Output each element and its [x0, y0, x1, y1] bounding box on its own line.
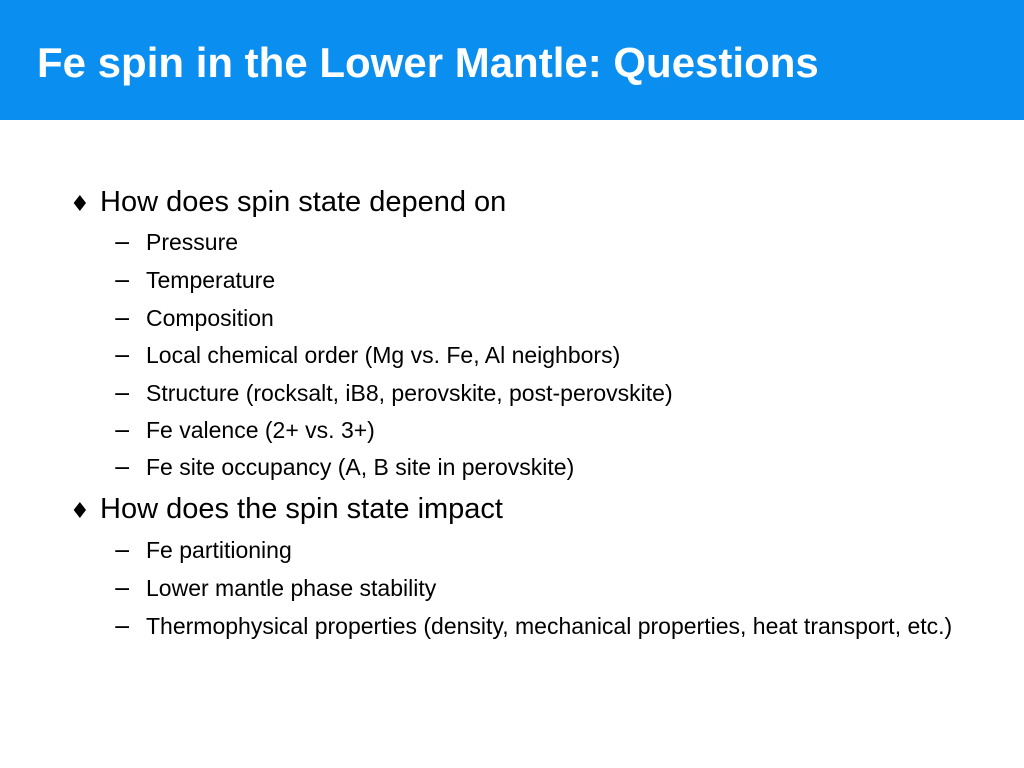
sub-bullet-item	[113, 265, 976, 296]
diamond-bullet-icon: ♦	[70, 499, 90, 524]
bullet-item	[70, 492, 503, 526]
sub-bullet-item	[113, 415, 976, 446]
sub-bullet-text: Lower mantle phase stability	[146, 575, 437, 601]
dash-bullet-icon: −	[113, 382, 132, 407]
sub-bullet-item	[113, 611, 976, 642]
sub-bullet-text: Fe site occupancy (A, B site in perovskite)	[146, 454, 575, 480]
sub-bullet-item	[113, 573, 976, 604]
bullet-text: How does the spin state impact	[100, 493, 503, 525]
dash-bullet-icon: −	[113, 307, 132, 332]
slide-title: Fe spin in the Lower Mantle: Questions	[37, 39, 819, 86]
dash-bullet-icon: −	[113, 539, 132, 564]
sub-bullet-text: Local chemical order (Mg vs. Fe, Al neighbors)	[146, 342, 621, 368]
dash-bullet-icon: −	[113, 344, 132, 369]
diamond-bullet-icon: ♦	[70, 192, 90, 217]
sub-bullet-text: Temperature	[146, 267, 276, 293]
sub-bullet-text: Fe partitioning	[146, 537, 292, 563]
dash-bullet-icon: −	[113, 577, 132, 602]
dash-bullet-icon: −	[113, 419, 132, 444]
sub-bullet-text: Structure (rocksalt, iB8, perovskite, post-perovskite)	[146, 380, 673, 406]
dash-bullet-icon: −	[113, 615, 132, 640]
sub-bullet-item	[113, 227, 976, 258]
sub-bullet-item	[113, 378, 976, 409]
sub-bullet-item	[113, 303, 976, 334]
dash-bullet-icon: −	[113, 231, 132, 256]
sub-bullet-text: Pressure	[146, 229, 239, 255]
sub-bullet-text: Composition	[146, 305, 274, 331]
sub-bullet-item	[113, 452, 976, 483]
bullet-text: How does spin state depend on	[100, 186, 507, 218]
dash-bullet-icon: −	[113, 269, 132, 294]
sub-bullet-text: Fe valence (2+ vs. 3+)	[146, 417, 375, 443]
sub-bullet-item	[113, 535, 976, 566]
bullet-item	[70, 185, 506, 219]
dash-bullet-icon: −	[113, 456, 132, 481]
sub-bullet-text: Thermophysical properties (density, mechanical properties, heat transport, etc.)	[146, 613, 953, 639]
sub-bullet-item	[113, 340, 976, 371]
